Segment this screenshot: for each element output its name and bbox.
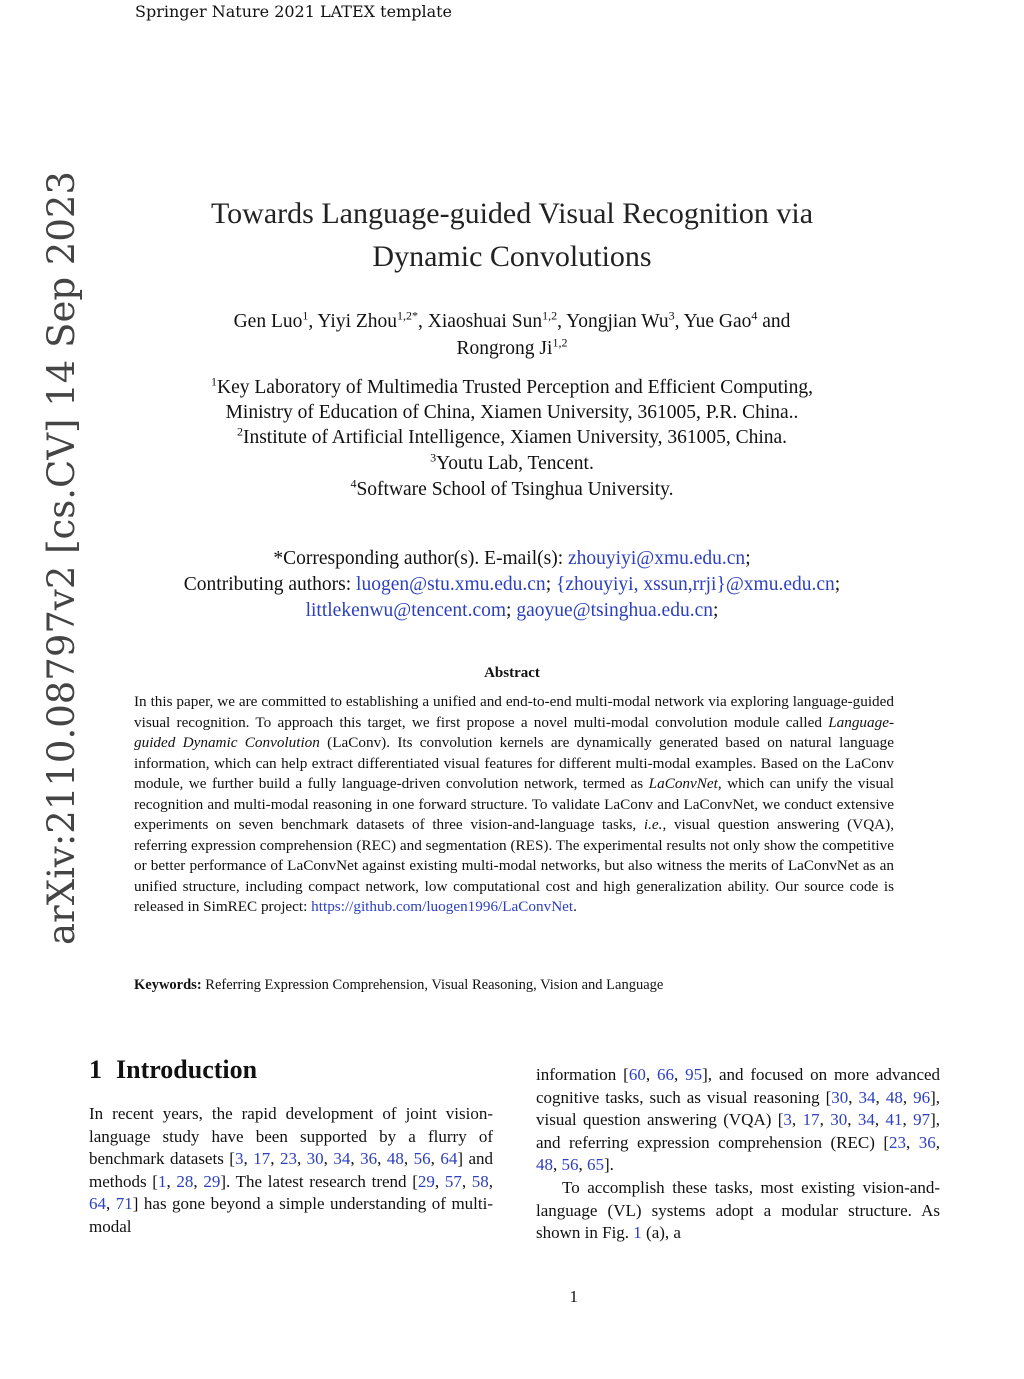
citation-link[interactable]: 30 <box>831 1087 849 1107</box>
author-affil-sup: 1 <box>302 308 309 323</box>
author-affil-sup: 1,2* <box>397 308 419 323</box>
citation-link[interactable]: 30 <box>306 1149 324 1169</box>
intro-column-right <box>536 1064 940 1245</box>
citation-link[interactable]: 64 <box>440 1149 458 1169</box>
author-name: Xiaoshuai Sun <box>427 311 543 332</box>
citation-link[interactable]: 23 <box>889 1132 907 1152</box>
citation-link[interactable]: 60 <box>628 1065 646 1084</box>
affiliation-2: $^2$Institute of Artificial Intelligence, Xiamen University, 361005, China. <box>236 424 788 448</box>
intro-column-left: In recent years, the rapid development of joint vision-language study have been supported by a flurry of benchmark datasets [3, 17, 23, 30, 34, 36, 48, 56, 64] and methods [1, 28, 29]. The latest research trend [29, 57, 58, 64, 71] has gone beyond a simple understanding of multi-modal <box>89 1104 494 1236</box>
author-list: Gen Luo$^1$, Yiyi Zhou$^{1,2*}$, Xiaoshuai Sun$^{1,2}$, Yongjian Wu$^3$, Yue Gao$^4$ and <box>233 308 791 332</box>
title-line-1: Towards Language-guided Visual Recognition via <box>210 197 814 230</box>
email-link[interactable]: zhouyiyi@xmu.edu.cn <box>568 548 746 569</box>
contributing-authors: Contributing authors: luogen@stu.xmu.edu.cn; {zhouyiyi, xssun,rrji}@xmu.edu.cn; <box>183 574 841 595</box>
citation-link[interactable]: 65 <box>587 1155 604 1175</box>
citation-link[interactable]: 17 <box>802 1110 820 1130</box>
author-affil-sup: 1,2 <box>552 335 568 350</box>
citation-link[interactable]: 1 <box>157 1171 167 1191</box>
email-link[interactable]: gaoyue@tsinghua.edu.cn <box>516 600 713 621</box>
intro-paragraph: To accomplish these tasks, most existing vision-and-language (VL) systems adopt a modular structure. As shown in Fig. 1 (a), a <box>536 1177 940 1243</box>
citation-link[interactable]: 29 <box>203 1171 221 1191</box>
citation-link[interactable]: 57 <box>444 1171 462 1191</box>
email-link[interactable]: luogen@stu.xmu.edu.cn <box>356 574 546 595</box>
affiliation-4: $^4$Software School of Tsinghua University. <box>350 476 674 500</box>
citation-link[interactable]: 96 <box>913 1087 931 1107</box>
citation-link[interactable]: 29 <box>417 1171 435 1191</box>
author-name: Yiyi Zhou <box>317 311 398 332</box>
citation-link[interactable]: 56 <box>413 1149 431 1169</box>
author-name: Yue Gao <box>683 311 752 332</box>
citation-link[interactable]: 34 <box>333 1149 351 1169</box>
keywords-label: Keywords: <box>134 977 202 993</box>
citation-link[interactable]: 3 <box>783 1110 792 1130</box>
intro-paragraph: information [60, 66, 95], and focused on more advanced cognitive tasks, such as visual reasoning [30, 34, 48, 96], visual question answering (VQA) [3, 17, 30, 34, 41, 97], and referring expression comprehension (REC) [23, 36, 48, 56, 65]. <box>536 1065 941 1175</box>
citation-link[interactable]: 3 <box>234 1149 244 1169</box>
citation-link[interactable]: 56 <box>561 1155 579 1175</box>
code-url-link[interactable]: https://github.com/luogen1996/LaConvNet <box>311 898 574 915</box>
citation-link[interactable]: 36 <box>360 1149 378 1169</box>
page-number: 1 <box>569 1287 578 1306</box>
author-name: Yongjian Wu <box>566 311 669 332</box>
author-name: Gen Luo <box>233 311 303 332</box>
citation-link[interactable]: 23 <box>279 1149 297 1169</box>
affiliation-1: $^1$Key Laboratory of Multimedia Trusted Perception and Efficient Computing, <box>211 374 813 398</box>
paper-title <box>70 192 954 278</box>
section-heading <box>89 1055 257 1085</box>
citation-link[interactable]: 66 <box>656 1065 674 1084</box>
author-and: and <box>762 311 791 332</box>
citation-link[interactable]: 30 <box>830 1110 848 1130</box>
title-line-2: Dynamic Convolutions <box>372 240 652 273</box>
citation-link[interactable]: 41 <box>885 1110 903 1130</box>
author-list-line-2 <box>60 335 964 360</box>
email-link[interactable]: littlekenwu@tencent.com <box>305 600 507 621</box>
citation-link[interactable]: 28 <box>176 1171 194 1191</box>
contributing-authors-cont: littlekenwu@tencent.com; gaoyue@tsinghua.edu.cn; <box>305 600 719 621</box>
author-affil-sup: 3 <box>668 308 675 323</box>
author-affil-sup: 1,2 <box>542 308 558 323</box>
abstract-body: In this paper, we are committed to establishing a unified and end-to-end multi-modal network via exploring language-guided visual recognition. To approach this target, we first propose a novel multi-modal convolution module called Language-guided Dynamic Convolution (LaConv). Its convolution kernels are dynamically generated based on natural language information, which can help extract differentiated visual features for different multi-modal examples. Based on the LaConv module, we further build a fully language-driven convolution network, termed as LaConvNet, which can unify the visual recognition and multi-modal reasoning in one forward structure. To validate LaConv and LaConvNet, we conduct extensive experiments on seven benchmark datasets of three vision-and-language tasks, i.e., visual question answering (VQA), referring expression comprehension (REC) and segmentation (RES). The experimental results not only show the competitive or better performance of LaConvNet against existing multi-modal networks, but also witness the merits of LaConvNet as an unified structure, including compact network, low computational cost and high generalization ability. Our source code is released in SimREC project: https://github.com/luogen1996/LaConvNet. <box>134 693 895 915</box>
citation-link[interactable]: 48 <box>885 1087 903 1107</box>
affiliation-3: $^3$Youtu Lab, Tencent. <box>430 450 594 474</box>
section-title: Introduction <box>116 1055 258 1084</box>
section-number: 1 <box>89 1055 102 1084</box>
citation-link[interactable]: 48 <box>386 1149 404 1169</box>
author-affil-sup: 4 <box>751 308 758 323</box>
citation-link[interactable]: 17 <box>253 1149 271 1169</box>
citation-link[interactable]: 36 <box>918 1132 936 1152</box>
citation-link[interactable]: 34 <box>858 1087 876 1107</box>
citation-link[interactable]: 95 <box>685 1065 703 1084</box>
running-header: Springer Nature 2021 LATEX template <box>135 2 452 21</box>
citation-link[interactable]: 71 <box>115 1194 133 1214</box>
keywords <box>134 977 894 994</box>
corresponding-author: *Corresponding author(s). E-mail(s): zhouyiyi@xmu.edu.cn; <box>273 548 751 569</box>
citation-link[interactable]: 64 <box>89 1194 106 1214</box>
email-link[interactable]: {zhouyiyi, xssun,rrji}@xmu.edu.cn <box>555 574 835 595</box>
affiliation-1-cont: Ministry of Education of China, Xiamen University, 361005, P.R. China.. <box>225 402 799 423</box>
citation-link[interactable]: 58 <box>471 1171 489 1191</box>
citation-link[interactable]: 34 <box>857 1110 875 1130</box>
keywords-text: Referring Expression Comprehension, Visual Reasoning, Vision and Language <box>205 977 664 993</box>
citation-link[interactable]: 97 <box>913 1110 931 1130</box>
figure-link[interactable]: 1 <box>633 1223 642 1243</box>
abstract-heading: Abstract <box>484 665 540 681</box>
author-name: Rongrong Ji <box>456 338 553 359</box>
citation-link[interactable]: 48 <box>536 1155 553 1175</box>
arxiv-identifier: arXiv:2110.08797v2 [cs.CV] 14 Sep 2023 <box>40 171 83 945</box>
